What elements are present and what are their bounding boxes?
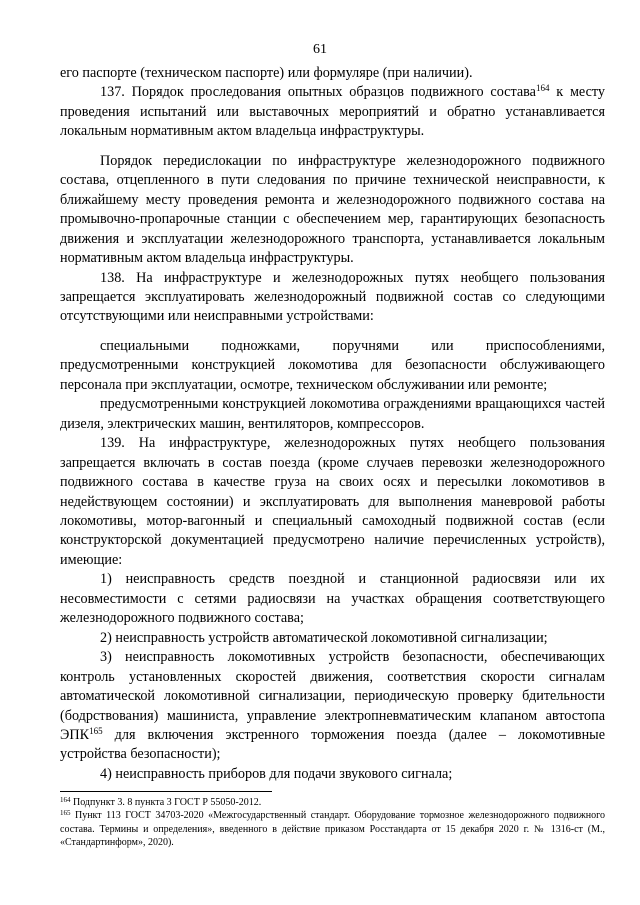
footnote-165 [60, 809, 605, 849]
list-item-2: 2) неисправность устройств автоматической локомотивной сигнализации; [100, 629, 548, 646]
footnote-mark-165: 165 [60, 809, 71, 818]
paragraph-continuation: его паспорте (техническом паспорте) или формуляре (при наличии). [60, 65, 473, 81]
page-number: 61 [313, 42, 327, 57]
list-item-3-text-cont: для включения экстренного торможения поезда (далее – локомотивные устройства безопасности); [60, 726, 605, 763]
list-item-footboards: специальными подножками, поручнями или приспособлениями, предусмотренными конструкцией локомотива для безопасности обслуживающего персонала при эксплуатации, осмотре, техническом обслуживании или ремонте; [60, 337, 605, 393]
paragraph-redeployment: Порядок передислокации по инфраструктуре железнодорожного подвижного состава, отцепленного в пути следования по причине технической неисправности, к ближайшему месту проведения ремонта и железнодорожного подвижного состава на промывочно-пропарочные станции с обеспечением мер, гарантирующих безопасность движения и эксплуатации железнодорожного транспорта, устанавливается локальным нормативным актом владельца инфраструктуры. [60, 152, 605, 267]
footnote-165-text: Пункт 113 ГОСТ 34703-2020 «Межгосударственный стандарт. Оборудование тормозное железнодорожного подвижного состава. Термины и определения», введенного в действие приказом Росстандарта от 15 декабря 2020 г. № 1316-ст (М., «Стандартинформ», 2020). [60, 810, 605, 849]
paragraph-139: 139. На инфраструктуре, железнодорожных путях необщего пользования запрещается включать в состав поезда (кроме случаев перевозки железнодорожного подвижного состава в качестве груза на своих осях и пересылки локомотивов в недействующем состоянии) и эксплуатировать для выполнения маневровой работы локомотивы, мотор-вагонный и специальный самоходный подвижной состав (если конструкторской документацией предусмотрено наличие перечисленных устройств), имеющие: [60, 435, 605, 568]
paragraph-137 [60, 83, 605, 141]
footnote-ref-165: 165 [89, 725, 103, 736]
list-item-1: 1) неисправность средств поездной и станционной радиосвязи или их несовместимости с сетями радиосвязи на участках обращения соответствующего железнодорожного подвижного состава; [60, 571, 605, 627]
paragraph-137-text: 137. Порядок проследования опытных образцов подвижного состава [100, 84, 536, 101]
list-item-4: 4) неисправность приборов для подачи звукового сигнала; [100, 765, 453, 782]
list-item-3-text: 3) неисправность локомотивных устройств безопасности, обеспечивающих контроль установленных скоростей движения, соответствия скорости сигналам автоматической локомотивной сигнализации, периодическую проверку бдительности (бодрствования) машиниста, управление электропневматическим клапаном автостопа ЭПК [60, 649, 605, 743]
paragraph-137-text-cont: к месту проведения испытаний или выставочных мероприятий и обратно устанавливается локальным нормативным актом владельца инфраструктуры. [60, 84, 605, 140]
footnote-164 [60, 796, 605, 809]
paragraph-138: 138. На инфраструктуре и железнодорожных путях необщего пользования запрещается эксплуатировать железнодорожный подвижной состав со следующими отсутствующими или неисправными устройствами: [60, 269, 605, 325]
footnote-mark-164: 164 [60, 796, 71, 804]
body-text [60, 64, 605, 784]
footnote-ref-164: 164 [535, 83, 550, 94]
footnote-divider [60, 791, 272, 792]
footnote-164-text: Подпункт 3. 8 пункта 3 ГОСТ Р 55050-2012. [70, 797, 262, 808]
list-item-guards: предусмотренными конструкцией локомотива ограждениями вращающихся частей дизеля, электрических машин, вентиляторов, компрессоров. [60, 396, 605, 432]
footnotes [60, 796, 605, 850]
list-item-3 [60, 648, 605, 765]
